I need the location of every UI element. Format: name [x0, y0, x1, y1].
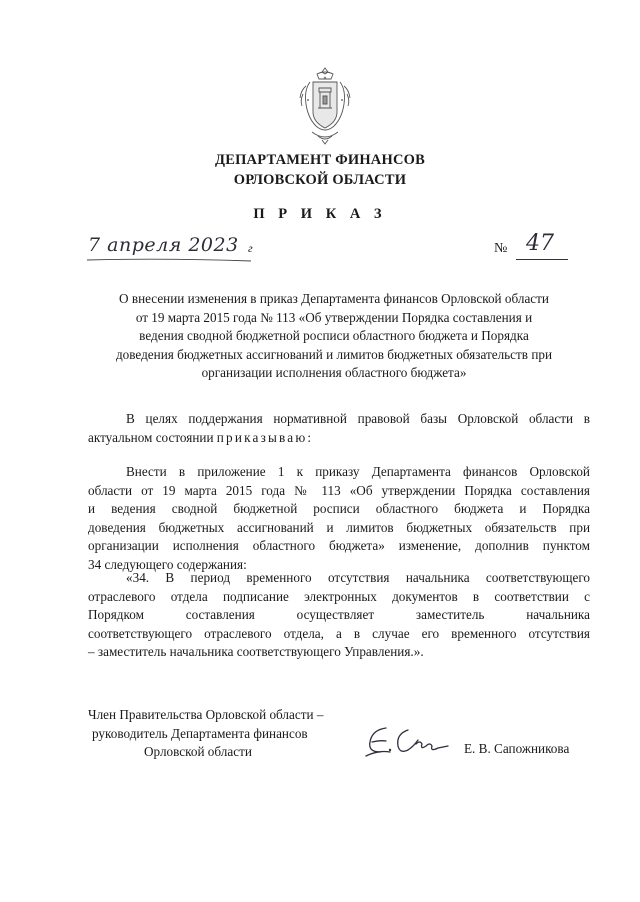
- paragraph-line: Внести в приложение 1 к приказу Департамента финансов Орловской: [126, 464, 590, 479]
- position-line: руководитель Департамента финансов: [92, 725, 308, 741]
- signatory-position: [88, 706, 323, 762]
- paragraph-line: В целях поддержания нормативной правовой базы Орловской области в: [126, 411, 590, 426]
- coat-of-arms-emblem: [298, 66, 352, 146]
- paragraph-line: области от 19 марта 2015 года № 113 «Об утверждении Порядка составления: [88, 482, 590, 498]
- paragraph-line: «34. В период временного отсутствия начальника соответствующего: [126, 570, 590, 585]
- preamble-text: актуальном состоянии: [88, 429, 214, 445]
- paragraph-line: соответствующего отраслевого отдела, а в случае его временного отсутствия: [88, 625, 590, 641]
- preamble-paragraph: [88, 410, 590, 447]
- paragraph-line: [88, 429, 590, 448]
- handwritten-signature: [364, 722, 464, 764]
- paragraph-line: – заместитель начальника соответствующего Управления.».: [88, 644, 424, 660]
- order-number-handwritten: 47: [526, 231, 554, 256]
- order-number-label: №: [494, 241, 508, 256]
- department-name-line1: ДЕПАРТАМЕНТ ФИНАНСОВ: [215, 152, 425, 168]
- subject-line: ведения сводной бюджетной росписи областного бюджета и Порядка: [139, 328, 529, 343]
- signer-name: Е. В. Сапожникова: [464, 741, 570, 756]
- paragraph-line: организации исполнения областного бюджета» изменение, дополнив пунктом: [88, 538, 590, 554]
- date-underline: [86, 258, 252, 262]
- amendment-paragraph: [88, 463, 590, 575]
- paragraph-line: Порядком составления осуществляет заместитель начальника: [88, 607, 590, 623]
- order-number-underline: [516, 259, 568, 260]
- paragraph-line: доведения бюджетных ассигнований и лимитов бюджетных обязательств при: [88, 519, 590, 535]
- paragraph-line: 34 следующего содержания:: [88, 556, 247, 572]
- order-title: П Р И К А З: [253, 206, 387, 222]
- subject-line: организации исполнения областного бюджета»: [201, 365, 467, 380]
- department-name-line2: ОРЛОВСКОЙ ОБЛАСТИ: [233, 172, 407, 188]
- subject-line: доведения бюджетных ассигнований и лимитов бюджетных обязательств при: [115, 346, 553, 362]
- subject-line: О внесении изменения в приказ Департамента финансов Орловской области: [119, 291, 549, 306]
- clause-34-paragraph: [88, 569, 590, 662]
- subject-line: от 19 марта 2015 года № 113 «Об утверждении Порядка составления и: [135, 309, 533, 325]
- position-line: Орловской области: [144, 744, 252, 760]
- paragraph-line: отраслевого отдела подписание электронных документов в соответствии с: [88, 588, 590, 604]
- order-date-handwritten: 7 апреля 2023: [88, 234, 239, 256]
- order-subject: [84, 290, 584, 383]
- paragraph-line: и ведения сводной бюджетной росписи областного бюджета и Порядка: [88, 501, 590, 517]
- order-date-suffix: г: [248, 241, 253, 255]
- position-line: Член Правительства Орловской области –: [88, 707, 324, 722]
- order-keyword: приказываю:: [216, 429, 314, 445]
